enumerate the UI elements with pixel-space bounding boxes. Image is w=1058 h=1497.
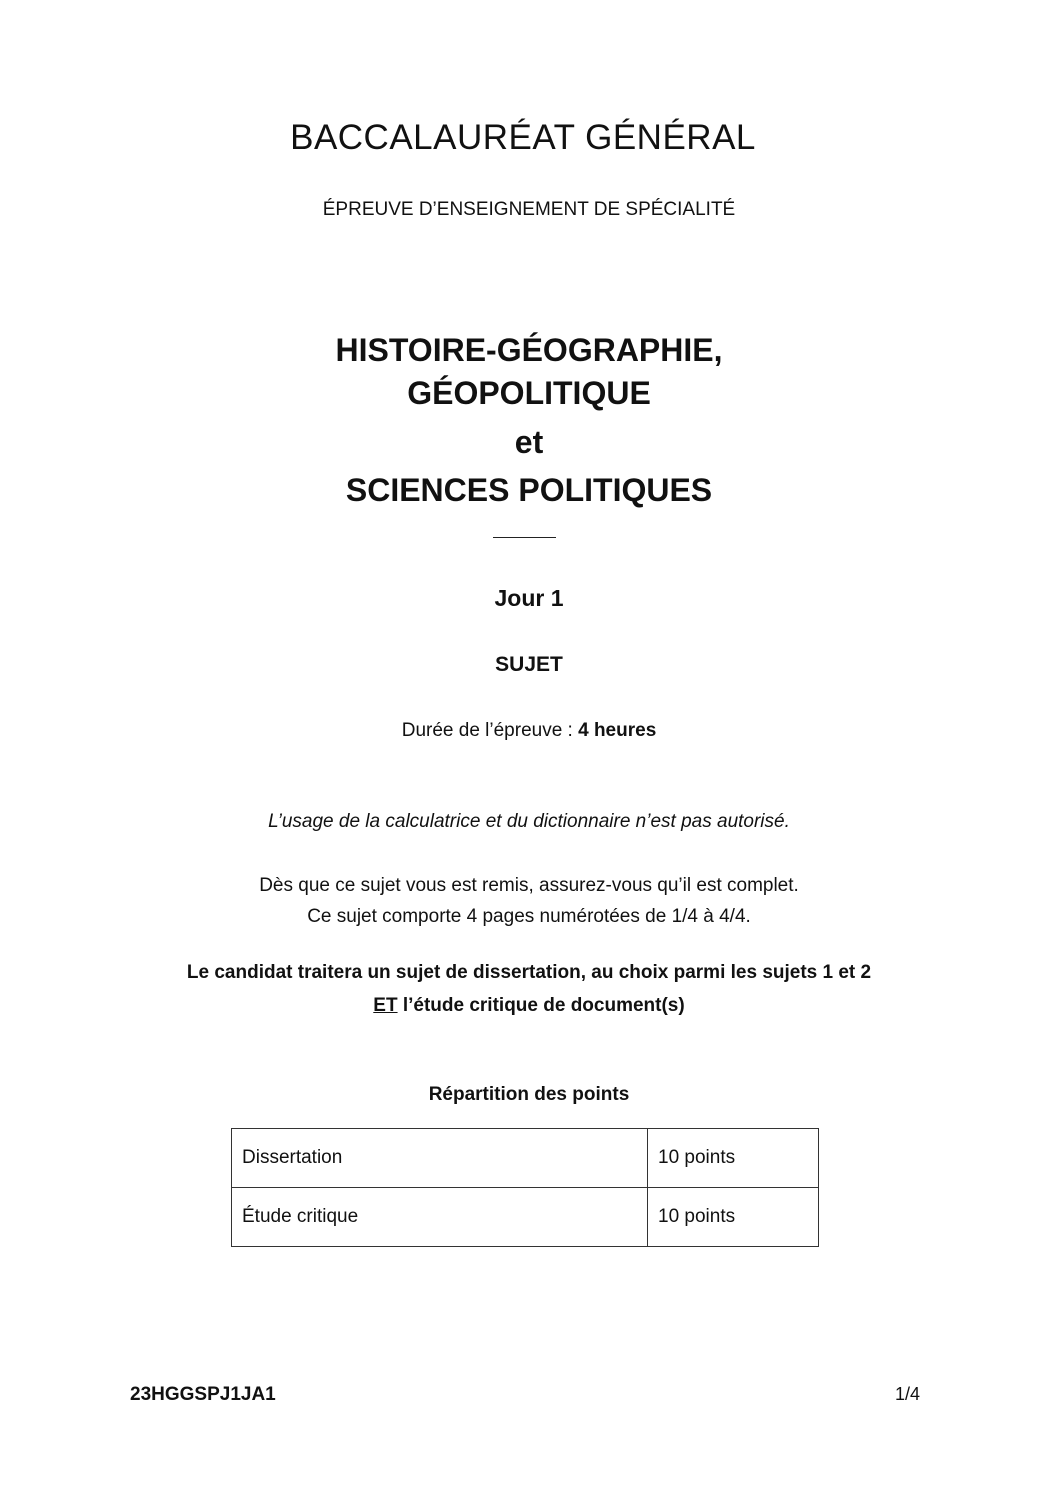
- table-cell-label: Étude critique: [232, 1188, 648, 1247]
- instruction-line: Dès que ce sujet vous est remis, assurez-vous qu’il est complet.: [259, 875, 799, 896]
- usage-note: L’usage de la calculatrice et du dictionnaire n’est pas autorisé.: [268, 811, 790, 832]
- table-row: [232, 1129, 819, 1188]
- subject-title-line: SCIENCES POLITIQUES: [345, 472, 713, 508]
- exam-title: BACCALAURÉAT GÉNÉRAL: [290, 118, 756, 157]
- duration: [0, 720, 1058, 742]
- day-label: Jour 1: [494, 585, 564, 611]
- table-row: [232, 1188, 819, 1247]
- table-cell-value: 10 points: [648, 1188, 819, 1247]
- sujet-label: SUJET: [495, 653, 563, 676]
- table-cell-value: 10 points: [648, 1129, 819, 1188]
- subject-code: 23HGGSPJ1JA1: [130, 1384, 276, 1405]
- table-cell-label: Dissertation: [232, 1129, 648, 1188]
- choice-line: [0, 995, 1058, 1017]
- divider: [493, 537, 556, 538]
- subject-title-line: GÉOPOLITIQUE: [407, 375, 651, 411]
- instruction-line: Ce sujet comporte 4 pages numérotées de 1/4 à 4/4.: [307, 906, 751, 927]
- subject-title-line: et: [514, 424, 544, 460]
- duration-label: Durée de l’épreuve :: [401, 720, 579, 741]
- page-number: 1/4: [895, 1384, 921, 1404]
- points-table: [231, 1128, 819, 1247]
- choice-et: ET: [373, 995, 398, 1016]
- duration-value: 4 heures: [578, 720, 657, 741]
- exam-type: ÉPREUVE D’ENSEIGNEMENT DE SPÉCIALITÉ: [322, 199, 736, 220]
- subject-title-line: HISTOIRE-GÉOGRAPHIE,: [335, 332, 723, 368]
- points-title: Répartition des points: [428, 1084, 630, 1105]
- choice-line: Le candidat traitera un sujet de dissertation, au choix parmi les sujets 1 et 2: [186, 962, 872, 983]
- choice-line2: l’étude critique de document(s): [397, 995, 685, 1016]
